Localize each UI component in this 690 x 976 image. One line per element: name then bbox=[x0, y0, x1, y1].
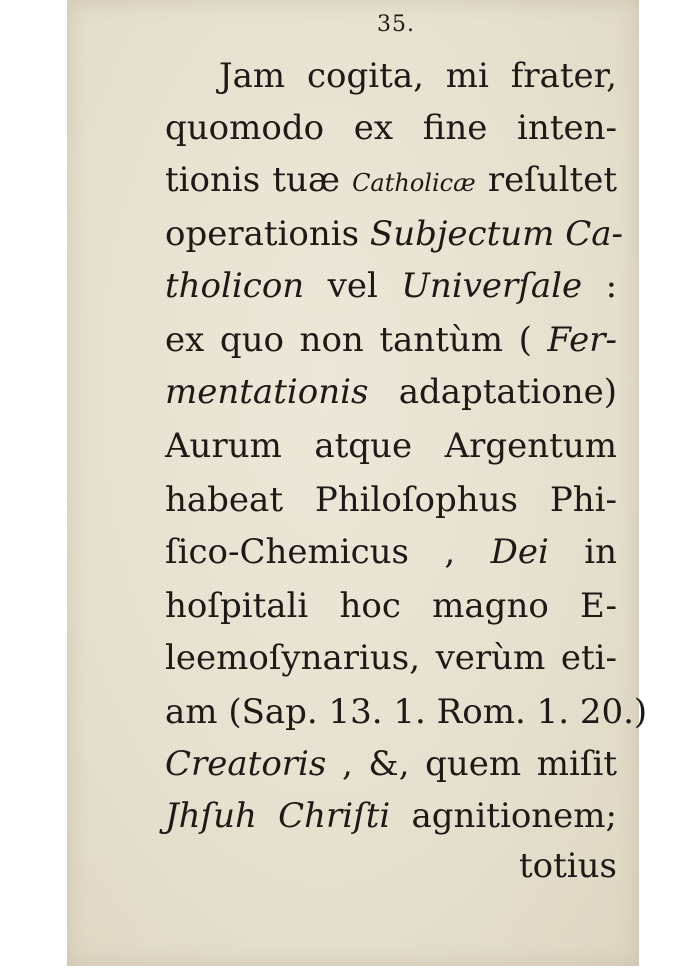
line-10-text-b: in bbox=[584, 532, 617, 572]
line-11-text: hoſpitali hoc magno E- bbox=[165, 586, 617, 626]
line-4-italic-subjectum: Subjectum Ca- bbox=[369, 214, 623, 254]
catchword: totius bbox=[518, 846, 617, 886]
line-3-text-b: reſultet bbox=[487, 160, 617, 200]
text-line-3 bbox=[165, 152, 617, 208]
line-14-text: , &, quem miſit bbox=[342, 744, 617, 784]
line-8-text: Aurum atque Argentum bbox=[165, 426, 617, 466]
text-line-7 bbox=[165, 364, 617, 420]
text-line-11 bbox=[165, 578, 617, 634]
text-line-9 bbox=[165, 472, 617, 528]
line-15-text: agnitionem; bbox=[411, 796, 617, 836]
line-10-italic-dei: Dei bbox=[490, 532, 549, 572]
line-6-italic-fer: Fer- bbox=[547, 320, 617, 360]
line-4-text-a: operationis bbox=[165, 214, 370, 254]
line-6-text: ex quo non tantùm ( bbox=[165, 320, 532, 360]
text-line-6 bbox=[165, 312, 617, 368]
line-14-italic-creatoris: Creatoris bbox=[165, 744, 327, 784]
text-line-13 bbox=[165, 684, 648, 740]
text-line-10 bbox=[165, 524, 617, 580]
text-line-15 bbox=[165, 788, 617, 844]
text-line-4 bbox=[165, 206, 623, 262]
text-line-8 bbox=[165, 418, 617, 474]
book-page bbox=[67, 0, 648, 966]
text-line-5 bbox=[165, 258, 617, 314]
text-line-1 bbox=[165, 48, 617, 104]
line-10-text-a: ſico-Chemicus , bbox=[165, 532, 491, 572]
line-9-text: habeat Philoſophus Phi- bbox=[165, 480, 617, 520]
line-5-italic-catholicon: tholicon bbox=[165, 266, 305, 306]
line-1-text: Jam cogita, mi frater, bbox=[219, 56, 617, 96]
line-15-italic-jhsuh-christi: Jhſuh Chriſti bbox=[165, 796, 391, 836]
text-line-2 bbox=[165, 100, 617, 156]
line-13-text: am (Sap. 13. 1. Rom. 1. 20.) bbox=[165, 692, 648, 732]
text-line-14 bbox=[165, 736, 617, 792]
line-3-text-a: tionis tuæ bbox=[165, 160, 353, 200]
text-line-12 bbox=[165, 630, 617, 686]
line-7-text: adaptatione) bbox=[398, 372, 617, 412]
line-7-italic-fermentationis: mentationis bbox=[165, 372, 369, 412]
line-5-italic-universale: Univerſale bbox=[401, 266, 583, 306]
line-3-italic-catholicae: Catholicæ bbox=[352, 169, 476, 197]
line-12-text: leemoſynarius, verùm eti- bbox=[165, 638, 617, 678]
line-2-text: quomodo ex fine inten- bbox=[165, 108, 617, 148]
line-5-text-b: : bbox=[605, 266, 618, 306]
line-5-text-a: vel bbox=[327, 266, 402, 306]
page-number: 35. bbox=[377, 12, 415, 37]
